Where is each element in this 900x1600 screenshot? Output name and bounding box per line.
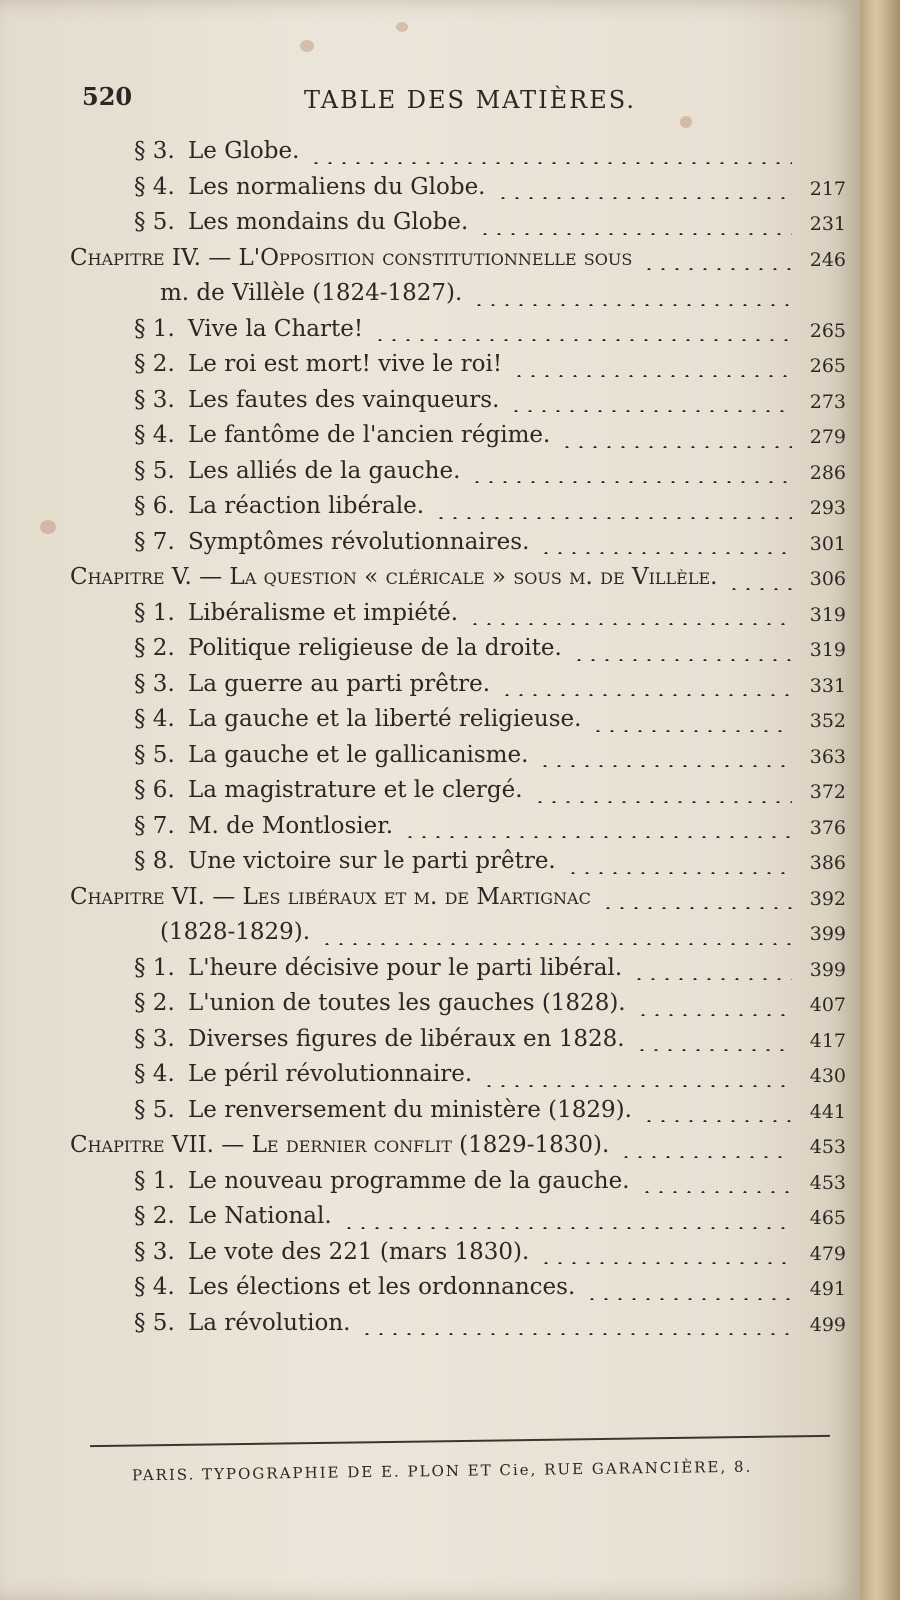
toc-entry bbox=[134, 1310, 350, 1336]
section-number: § 6. bbox=[134, 493, 175, 519]
leader-dots bbox=[636, 1014, 792, 1016]
toc-section-row bbox=[70, 988, 850, 1024]
entry-title: La réaction libérale. bbox=[188, 493, 425, 519]
leader-dots bbox=[434, 517, 792, 519]
toc-section-row bbox=[70, 633, 850, 669]
toc-entry bbox=[134, 1274, 575, 1300]
toc-entry bbox=[134, 742, 528, 768]
toc-section-row bbox=[70, 1201, 850, 1237]
toc-section-row bbox=[70, 385, 850, 421]
section-number: § 2. bbox=[134, 351, 175, 377]
leader-dots bbox=[342, 1227, 792, 1229]
entry-title: La guerre au parti prêtre. bbox=[188, 670, 491, 697]
page-reference: 352 bbox=[809, 710, 846, 732]
toc-section-row bbox=[70, 1024, 850, 1060]
toc-section-row bbox=[70, 1095, 850, 1131]
toc-entry bbox=[70, 884, 591, 910]
page-title: TABLE DES MATIÈRES. bbox=[304, 86, 636, 114]
leader-dots bbox=[512, 375, 792, 377]
toc-entry bbox=[70, 1132, 609, 1158]
leader-dots bbox=[509, 410, 792, 412]
entry-title: L'heure décisive pour le parti libéral. bbox=[188, 954, 623, 981]
section-number: § 8. bbox=[134, 848, 175, 874]
entry-title: Les élections et les ordonnances. bbox=[188, 1274, 576, 1300]
toc-entry bbox=[134, 458, 460, 484]
page-reference: 331 bbox=[809, 674, 846, 697]
page-reference: 392 bbox=[809, 887, 846, 910]
page-reference: 430 bbox=[809, 1065, 846, 1087]
section-number: § 3. bbox=[134, 1238, 175, 1265]
leader-dots bbox=[635, 1049, 792, 1051]
leader-dots bbox=[500, 694, 792, 696]
page-reference: 293 bbox=[809, 497, 846, 519]
footer-rule bbox=[90, 1435, 830, 1447]
toc-entry bbox=[134, 529, 529, 555]
entry-title: Diverses figures de libéraux en 1828. bbox=[188, 1025, 625, 1052]
toc-entry bbox=[134, 777, 523, 803]
leader-dots bbox=[496, 197, 792, 199]
entry-title: Politique religieuse de la droite. bbox=[188, 635, 562, 661]
entry-title: Le vote des 221 (mars 1830). bbox=[188, 1238, 530, 1265]
toc-entry bbox=[134, 848, 556, 874]
page-reference: 399 bbox=[809, 923, 846, 945]
toc-entry bbox=[134, 174, 486, 200]
section-number: § 6. bbox=[134, 777, 175, 803]
toc-entry bbox=[134, 493, 424, 519]
entry-title: Vive la Charte! bbox=[188, 315, 364, 342]
leader-dots bbox=[539, 1262, 792, 1264]
entry-title: Le fantôme de l'ancien régime. bbox=[188, 422, 551, 448]
leader-dots bbox=[585, 1298, 792, 1300]
leader-dots bbox=[533, 801, 792, 803]
section-number: § 4. bbox=[134, 706, 175, 732]
toc-entry bbox=[160, 280, 462, 306]
leader-dots bbox=[539, 552, 792, 554]
leader-dots bbox=[642, 268, 792, 270]
section-number: § 3. bbox=[134, 670, 175, 697]
toc-entry bbox=[70, 564, 717, 590]
toc-chapter-row bbox=[70, 1130, 850, 1166]
entry-title: Le nouveau programme de la gauche. bbox=[188, 1167, 630, 1194]
leader-dots bbox=[472, 304, 792, 306]
toc-entry bbox=[134, 813, 393, 839]
leader-dots bbox=[538, 765, 792, 767]
section-number: § 2. bbox=[134, 1203, 175, 1229]
section-number: § 1. bbox=[134, 599, 175, 626]
leader-dots bbox=[591, 730, 792, 732]
toc-entry bbox=[134, 209, 468, 235]
toc-section-row bbox=[70, 953, 850, 989]
toc-entry bbox=[134, 387, 499, 413]
toc-section-row bbox=[70, 1308, 850, 1344]
section-number: § 7. bbox=[134, 528, 175, 555]
section-number: § 3. bbox=[134, 1025, 175, 1052]
toc-entry bbox=[134, 1097, 632, 1123]
page-reference: 301 bbox=[809, 532, 846, 555]
toc-entry bbox=[70, 245, 632, 271]
leader-dots bbox=[478, 233, 792, 235]
section-number: § 3. bbox=[134, 386, 175, 413]
toc-chapter-row bbox=[70, 278, 850, 314]
leader-dots bbox=[566, 872, 792, 874]
toc-section-row bbox=[70, 136, 850, 172]
page-header bbox=[82, 82, 820, 122]
page-reference: 279 bbox=[809, 426, 846, 448]
section-number: § 5. bbox=[134, 1309, 175, 1336]
leader-dots bbox=[640, 1191, 792, 1193]
section-number: § 5. bbox=[134, 457, 175, 484]
leader-dots bbox=[468, 623, 792, 625]
leader-dots bbox=[403, 836, 792, 838]
leader-dots bbox=[470, 481, 792, 483]
section-number: § 4. bbox=[134, 1274, 175, 1300]
section-number: § 3. bbox=[134, 138, 175, 164]
section-number: § 2. bbox=[134, 635, 175, 661]
leader-dots bbox=[601, 907, 792, 909]
toc-entry bbox=[134, 1061, 472, 1087]
toc-section-row bbox=[70, 491, 850, 527]
toc-section-row bbox=[70, 172, 850, 208]
section-number: § 4. bbox=[134, 1061, 175, 1087]
entry-title: Symptômes révolutionnaires. bbox=[188, 528, 530, 555]
leader-dots bbox=[642, 1120, 792, 1122]
section-number: § 4. bbox=[134, 422, 175, 448]
page-reference: 363 bbox=[809, 745, 846, 768]
page-reference: 319 bbox=[809, 603, 846, 626]
toc-entry bbox=[134, 600, 458, 626]
toc-section-row bbox=[70, 314, 850, 350]
toc-section-row bbox=[70, 349, 850, 385]
toc-section-row bbox=[70, 1166, 850, 1202]
toc-entry bbox=[134, 1203, 332, 1229]
entry-title: Les fautes des vainqueurs. bbox=[188, 386, 500, 413]
section-number: § 2. bbox=[134, 990, 175, 1016]
foxing-spot bbox=[396, 22, 408, 32]
entry-title: Le Globe. bbox=[188, 138, 300, 164]
toc-section-row bbox=[70, 704, 850, 740]
toc-section-row bbox=[70, 1059, 850, 1095]
page-reference: 399 bbox=[809, 958, 846, 981]
toc-section-row bbox=[70, 456, 850, 492]
toc-section-row bbox=[70, 598, 850, 634]
page-reference: 407 bbox=[809, 994, 846, 1016]
page-reference: 417 bbox=[809, 1029, 846, 1052]
toc-entry bbox=[134, 1239, 529, 1265]
toc-entry bbox=[134, 316, 363, 342]
page-reference: 273 bbox=[809, 390, 846, 413]
book-spine bbox=[860, 0, 900, 1600]
leader-dots bbox=[619, 1156, 792, 1158]
entry-title: La gauche et le gallicanisme. bbox=[188, 741, 529, 768]
toc-section-row bbox=[70, 1272, 850, 1308]
leader-dots bbox=[482, 1085, 792, 1087]
section-number: § 7. bbox=[134, 812, 175, 839]
leader-dots bbox=[309, 162, 792, 164]
page-reference: 372 bbox=[809, 781, 846, 803]
leader-dots bbox=[320, 943, 792, 945]
foxing-spot bbox=[300, 40, 314, 52]
leader-dots bbox=[360, 1333, 792, 1335]
page-reference: 306 bbox=[809, 568, 846, 590]
toc-entry bbox=[134, 706, 581, 732]
entry-title: Chapitre VI. — Les libéraux et m. de Martignac bbox=[70, 883, 591, 910]
entry-title: Le roi est mort! vive le roi! bbox=[188, 351, 503, 377]
leader-dots bbox=[727, 588, 792, 590]
entry-title: La magistrature et le clergé. bbox=[188, 777, 523, 803]
section-number: § 5. bbox=[134, 209, 175, 235]
section-number: § 5. bbox=[134, 741, 175, 768]
page-reference: 491 bbox=[809, 1278, 846, 1300]
entry-title: L'union de toutes les gauches (1828). bbox=[188, 990, 626, 1016]
leader-dots bbox=[560, 446, 792, 448]
toc-entry bbox=[134, 635, 562, 661]
toc-section-row bbox=[70, 207, 850, 243]
toc-section-row bbox=[70, 811, 850, 847]
toc-entry bbox=[134, 138, 299, 164]
page-reference: 453 bbox=[809, 1171, 846, 1194]
toc-section-row bbox=[70, 1237, 850, 1273]
entry-title: Chapitre VII. — Le dernier conflit (1829-1830). bbox=[70, 1132, 610, 1158]
page-reference: 386 bbox=[809, 852, 846, 874]
page-reference: 286 bbox=[809, 461, 846, 484]
section-number: § 4. bbox=[134, 173, 175, 200]
entry-title: Les alliés de la gauche. bbox=[188, 457, 461, 484]
toc-section-row bbox=[70, 669, 850, 705]
page-reference: 376 bbox=[809, 816, 846, 839]
entry-title: Chapitre IV. — L'Opposition constitutionnelle sous bbox=[70, 244, 633, 271]
leader-dots bbox=[572, 659, 792, 661]
entry-title: Le renversement du ministère (1829). bbox=[188, 1096, 632, 1123]
entry-title: Le National. bbox=[188, 1203, 332, 1229]
section-number: § 1. bbox=[134, 954, 175, 981]
page-reference: 231 bbox=[809, 213, 846, 235]
entry-title: (1828-1829). bbox=[160, 919, 311, 945]
entry-title: Chapitre V. — La question « cléricale » sous m. de Villèle. bbox=[70, 564, 718, 590]
toc-section-row bbox=[70, 420, 850, 456]
toc-entry bbox=[160, 919, 310, 945]
entry-title: Une victoire sur le parti prêtre. bbox=[188, 848, 556, 874]
toc-entry bbox=[134, 351, 502, 377]
entry-title: La révolution. bbox=[188, 1309, 351, 1336]
toc-section-row bbox=[70, 527, 850, 563]
leader-dots bbox=[632, 978, 792, 980]
toc-chapter-row bbox=[70, 917, 850, 953]
toc-entry bbox=[134, 422, 550, 448]
page-reference: 465 bbox=[809, 1207, 846, 1229]
toc-section-row bbox=[70, 775, 850, 811]
table-of-contents bbox=[70, 136, 850, 1343]
section-number: § 1. bbox=[134, 1167, 175, 1194]
page-reference: 453 bbox=[809, 1136, 846, 1158]
page-reference: 479 bbox=[809, 1242, 846, 1265]
page-number: 520 bbox=[82, 82, 133, 111]
entry-title: Libéralisme et impiété. bbox=[188, 599, 459, 626]
page-reference: 265 bbox=[809, 319, 846, 342]
toc-section-row bbox=[70, 740, 850, 776]
entry-title: La gauche et la liberté religieuse. bbox=[188, 706, 582, 732]
toc-entry bbox=[134, 990, 626, 1016]
leader-dots bbox=[373, 339, 792, 341]
toc-chapter-row bbox=[70, 562, 850, 598]
toc-section-row bbox=[70, 846, 850, 882]
toc-chapter-row bbox=[70, 882, 850, 918]
imprint-footer: PARIS. TYPOGRAPHIE DE E. PLON ET Cie, RUE GARANCIÈRE, 8. bbox=[131, 1457, 753, 1485]
entry-title: Les normaliens du Globe. bbox=[188, 173, 486, 200]
foxing-spot bbox=[40, 520, 56, 534]
entry-title: m. de Villèle (1824-1827). bbox=[160, 280, 463, 306]
page-reference: 217 bbox=[809, 177, 846, 200]
toc-entry bbox=[134, 1026, 625, 1052]
page-reference: 246 bbox=[809, 248, 846, 271]
toc-entry bbox=[134, 671, 490, 697]
toc-entry bbox=[134, 955, 622, 981]
entry-title: M. de Montlosier. bbox=[188, 812, 394, 839]
page-reference: 265 bbox=[809, 355, 846, 377]
toc-entry bbox=[134, 1168, 630, 1194]
entry-title: Les mondains du Globe. bbox=[188, 209, 469, 235]
section-number: § 1. bbox=[134, 315, 175, 342]
section-number: § 5. bbox=[134, 1096, 175, 1123]
toc-chapter-row bbox=[70, 243, 850, 279]
page-reference: 319 bbox=[809, 639, 846, 661]
page-reference: 441 bbox=[809, 1100, 846, 1123]
entry-title: Le péril révolutionnaire. bbox=[188, 1061, 473, 1087]
page-reference: 499 bbox=[809, 1313, 846, 1336]
